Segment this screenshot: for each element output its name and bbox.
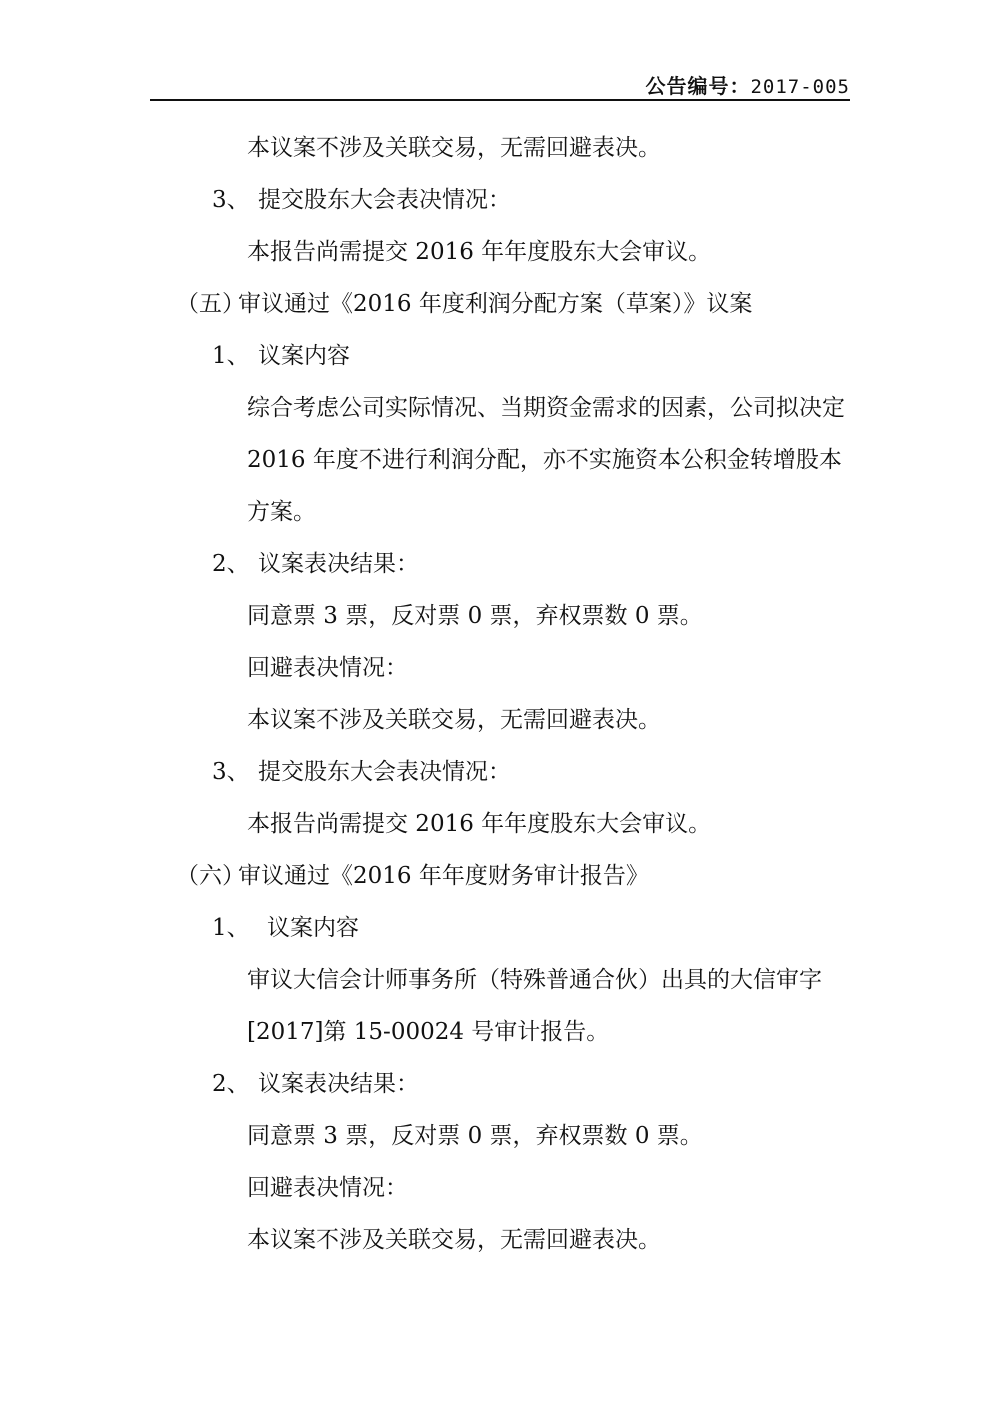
paragraph: 回避表决情况： [247,655,408,681]
sub-heading [212,341,350,371]
list-marker: 3、 [212,187,250,213]
sub-heading-text: 提交股东大会表决情况： [258,759,511,785]
announcement-number-label: 公告编号： [645,74,751,98]
sub-heading-text: 议案表决结果： [258,1071,419,1097]
paragraph: 本报告尚需提交 2016 年年度股东大会审议。 [247,239,712,265]
paragraph: 方案。 [247,499,316,525]
list-marker: 2、 [212,1071,250,1097]
announcement-number-value: 2017-005 [750,76,850,98]
paragraph: [2017]第 15-00024 号审计报告。 [247,1019,610,1045]
paragraph: 同意票 3 票，反对票 0 票，弃权票数 0 票。 [247,603,703,629]
section-marker: （五） [176,291,245,317]
sub-heading [212,1069,419,1099]
list-marker: 1、 [212,343,250,369]
list-marker: 3、 [212,759,250,785]
announcement-number [645,70,850,99]
sub-heading-text: 议案内容 [258,343,350,369]
sub-heading [212,757,511,787]
paragraph: 综合考虑公司实际情况、当期资金需求的因素，公司拟决定 [247,395,845,421]
paragraph: 2016 年度不进行利润分配，亦不实施资本公积金转增股本 [247,447,842,473]
paragraph: 回避表决情况： [247,1175,408,1201]
paragraph: 审议大信会计师事务所（特殊普通合伙）出具的大信审字 [247,967,822,993]
header-divider [150,99,850,101]
paragraph: 本报告尚需提交 2016 年年度股东大会审议。 [247,811,712,837]
paragraph: 本议案不涉及关联交易，无需回避表决。 [247,135,661,161]
sub-heading [212,913,359,943]
paragraph: 同意票 3 票，反对票 0 票，弃权票数 0 票。 [247,1123,703,1149]
list-marker: 2、 [212,551,250,577]
section-heading [176,861,649,891]
sub-heading [212,185,511,215]
section-marker: （六） [176,863,245,889]
paragraph: 本议案不涉及关联交易，无需回避表决。 [247,1227,661,1253]
section-heading [176,289,752,319]
section-heading-text: 审议通过《2016 年年度财务审计报告》 [238,863,649,889]
sub-heading-text: 议案内容 [267,915,359,941]
paragraph: 本议案不涉及关联交易，无需回避表决。 [247,707,661,733]
sub-heading-text: 提交股东大会表决情况： [258,187,511,213]
page-header [150,0,850,101]
list-marker: 1、 [212,915,250,941]
section-heading-text: 审议通过《2016 年度利润分配方案（草案）》议案 [238,291,753,317]
sub-heading-text: 议案表决结果： [258,551,419,577]
sub-heading [212,549,419,579]
